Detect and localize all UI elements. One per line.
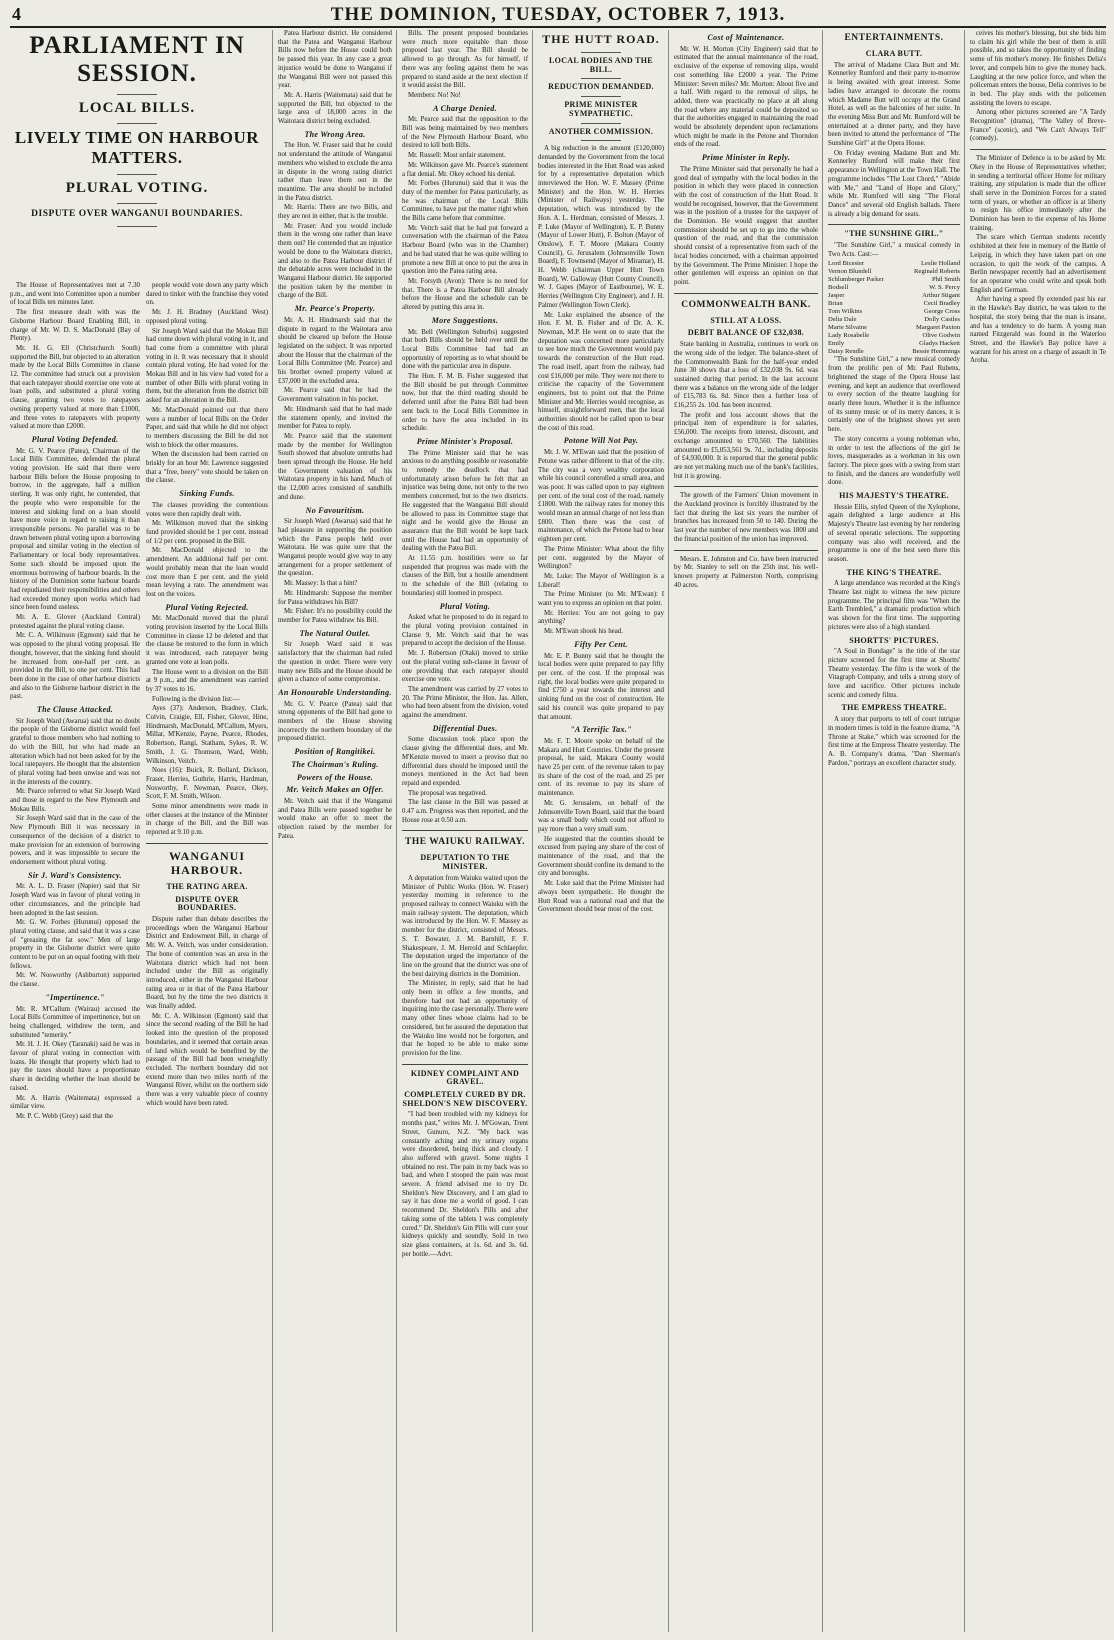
- paragraph: Mr. A. Harris (Waitemata) expressed a similar view.: [10, 1094, 140, 1111]
- waiuku-heading: THE WAIUKU RAILWAY.: [405, 837, 525, 848]
- paragraph: The arrival of Madame Clara Butt and Mr. Kennerley Rumford and their party to-morrow is being awaited with great interest. Some ladies have arranged to decorate the rooms which Madame Butt will occupy at the Grand Hotel, as well as the balconies of her suite. In the evening Miss Butt and Mr. Rumford will be entertained at a dinner party, and they have been invited to attend the performance of "The Sunshine Girl" at the Opera House.: [828, 61, 960, 148]
- divider: [117, 226, 157, 227]
- harbour-matters-heading: LIVELY TIME ON HARBOUR MATTERS.: [14, 128, 260, 167]
- cast-row: Daisy Rendle Bessie Hemmings: [828, 348, 960, 356]
- subheading: Prime Minister in Reply.: [701, 153, 791, 163]
- paragraph: Mr. Pearce said that the opposition to the Bill was being maintained by two members of the New Plymouth Harbour Board, who desired to kill both Bills.: [402, 116, 528, 150]
- paragraph: Mr. Hindmarsh said that he had made the statement openly, and invited the member for Patea to reply.: [278, 405, 392, 431]
- column-rule: [668, 30, 669, 1632]
- subheading: The Natural Outlet.: [299, 628, 371, 638]
- divider: [117, 123, 157, 124]
- commonwealth-bank-heading: COMMONWEALTH BANK.: [681, 299, 811, 310]
- column-1: [10, 282, 140, 1632]
- divider: [674, 550, 818, 551]
- divider: [581, 140, 621, 141]
- subheading: The Clause Attacked.: [36, 705, 114, 715]
- paragraph: At 11.55 p.m. hostilities were so far suspended that progress was made with the clauses of the Bill, but a hostile amendment to the schedule of the Bill (relating to boundaries) still loomed in prospect.: [402, 555, 528, 597]
- column-rule: [822, 30, 823, 1632]
- subheading: DEPUTATION TO THE MINISTER.: [420, 853, 510, 872]
- cast-row: Jasper Arthur Stigant: [828, 292, 960, 300]
- column-7: [828, 30, 960, 1632]
- paragraph: Mr. Forbes (Hurunui) said that it was the duty of the member for Patea particularly, as he was chairman of the Local Bills Committee, to have put the matter right when the Bills came before that committee.: [402, 180, 528, 223]
- subheading: The Wrong Area.: [304, 129, 366, 139]
- paragraph: Following is the division list:—: [152, 695, 240, 703]
- subheading: More Suggestions.: [431, 315, 499, 325]
- paragraph: Mr. MacDonald objected to the amendment. An additional half per cent. would probably mean that the loan would cost more than £ per cent. and the yield mean levying a rate. The amendment was lost on the voices.: [146, 547, 268, 598]
- divider: [581, 123, 621, 124]
- subheading: STILL AT A LOSS.: [710, 315, 782, 325]
- cast-list: [828, 260, 960, 356]
- paragraph: Mr. Russell: Most unfair statement.: [408, 152, 506, 160]
- paragraph: Mr. F. T. Moore spoke on behalf of the Makara and Hutt Counties. Under the present proposal, he said, Makara County would have 25 per cent. of the revenue taken to pay its share of the cost of the road, and 25 per cent. of its revenue to pay its share of maintenance.: [538, 737, 664, 798]
- subheading: Differential Dues.: [432, 723, 498, 733]
- paragraph: Mr. C. A. Wilkinson (Egmont) said that he was opposed to the plural voting proposal. He thought, however, that the sinking fund should be increased from one-half per cent. as provided in the Bill, to one per cent. This had been done in the case of other harbour districts and also to the Gisborne harbour district in the past.: [10, 632, 140, 701]
- column-3: [278, 30, 392, 1632]
- paragraph: Mr. Herries: You are not going to pay anything?: [538, 609, 664, 626]
- paragraph: Among other pictures screened are "A Tardy Recognition" (drama), "The Valley of Breve-France" (scenic), and "We Can't Always Tell" (comedy).: [970, 109, 1106, 143]
- paragraph: The clauses providing the contentious votes were then rapidly dealt with.: [146, 501, 268, 518]
- paragraph: Mr. Luke said that the Prime Minister had always been sympathetic. He thought the Hutt Road was a national road and that the Government should bear most of the cost.: [538, 880, 664, 914]
- paragraph: people would vote down any party which dared to tinker with the franchise they voted on.: [146, 282, 268, 307]
- paragraph: Mr. Wilkinson moved that the sinking fund provided should be 1 per cent. instead of 1/2 per cent. proposed in the Bill.: [146, 520, 268, 545]
- subheading: Plural Voting Defended.: [31, 434, 119, 444]
- subheading: THE EMPRESS THEATRE.: [841, 703, 947, 713]
- subheading: SHORTTS' PICTURES.: [849, 635, 939, 645]
- divider: [402, 1064, 528, 1065]
- paragraph: Mr. Pearce said that the statement made by the member for Wellington South showed that absolute untruths had been spread through the House. He held the Government valuation of his Waitotara property in his hand. Much of the 12,000 acres consisted of sandhills and dune.: [278, 432, 392, 501]
- paragraph: Mr. W. Nosworthy (Ashburton) supported the clause.: [10, 972, 140, 989]
- cast-row: Bodsell W. S. Percy: [828, 284, 960, 292]
- paragraph: The House of Representatives met at 7.30 p.m., and went into Committee upon a number of local Bills ten minutes later.: [10, 282, 140, 307]
- paragraph: Mr. Luke explained the absence of the Hon. F. M. B. Fisher and of Dr. A. K. Newman, M.P. He went on to state that the deputation was concerned more particularly to see how much the Government would pay towards the construction of the Hutt road. The road itself, apart from the railway, had cost £16,000 per mile. They were not there to criticise the capacity of the Government engineers, but to point out that the Prime Minister and Mr. Herries would recognise, as himself, straightforward men, that the local authorities should not be called upon to bear the cost of this road.: [538, 311, 664, 432]
- subheading: "A Terrific Tax.": [570, 725, 632, 735]
- paragraph: Messrs. E. Johnston and Co. have been instructed by Mr. Stanley to sell on the 25th inst. his well-known property at Palmerston North, comprising 40 acres.: [674, 555, 818, 589]
- paragraph: The Prime Minister said that he was anxious to do anything possible or reasonable to remedy the deadlock that had unfortunately arisen before he felt that an injustice was being done, not only to the two members concerned, but to the two districts. He suggested that the Wanganui Bill should be allowed to pass its Committee stage that night and he would give the House an assurance that the Bill would be kept back until the House had had an opportunity of dealing with the Patea Bill.: [402, 449, 528, 553]
- paragraph: Dispute rather than debate describes the proceedings when the Wanganui Harbour District and Endowment Bill, in charge of Mr. W. A. Veitch, was under consideration. The bone of contention was an area in the Waitotara district which had not been included under the Bill as originally introduced, either in the Wanganui Harbour rating area or in that of the Patea Harbour Board, but by the time the two districts it was finally added.: [146, 916, 268, 1011]
- paragraph: Ayes (37): Anderson, Bradney, Clark, Colvin, Craigie, Ell, Fisher, Glover, Hine, Hindmarsh, MacDonald, M'Callum, Myers, Millar, M'Kenzie, Payne, Pearce, Rhodes, Robertson, Rangi, Statham, Sykes, R. W. Smith, J. G. Thomson, Ward, Webb, Wilkinson, Veitch.: [146, 705, 268, 765]
- subheading: HIS MAJESTY'S THEATRE.: [839, 491, 949, 501]
- entertainments-heading: ENTERTAINMENTS.: [844, 33, 944, 43]
- paragraph: Mr. MacDonald moved that the plural voting provision inserted by the Local Bills Committee in clause 12 be deleted and that the clause be restored to the form in which it was introduced, each ratepayer being granted one vote at loan polls.: [146, 615, 268, 666]
- paragraph: State banking in Australia, continues to work on the wrong side of the ledger. The balance-sheet of the Commonwealth Bank for the half-year ended June 30 shows that a loss of £32,038 9s. 6d. was sustained during that period. In the last account there was a balance on the wrong side of the ledger of £15,783 6s. 8d. Since then a further loss of £16,255 2s. 10d. has been incurred.: [674, 341, 818, 410]
- subheading: Plural Voting Rejected.: [165, 602, 249, 612]
- paragraph: The Hon. W. Fraser said that he could not understand the attitude of Wanganui members who wished to exclude the area in dispute in the wrong rating district rather than leave them out in the meantime. The area should be included in the Patea district.: [278, 142, 392, 202]
- paragraph: Sir Joseph Ward said that in the case of the New Plymouth Bill it was necessary in consequence of the decision of a district to make provision for an extension of borrowing powers, and it was impossible to secure the endorsement without plural voting.: [10, 815, 140, 866]
- paragraph: Mr. G. Jerusalem, on behalf of the Johnsonville Town Board, said that the board was a small body which could not afford to pay more than a very small sum.: [538, 799, 664, 833]
- cast-row: Lady Rosabelle Olive Godwin: [828, 332, 960, 340]
- paragraph: Mr. Forsyth (Avon): There is no need for that. There is a Patea Harbour Bill already before the House and the schedule can be altered by putting this area in.: [402, 277, 528, 312]
- paragraph: Mr. Luke: The Mayor of Wellington is a Liberal!: [538, 572, 664, 589]
- paragraph: ceives his mother's blessing, but she bids him to claim his girl while the best of them is still possible, and so takes the opportunity of finding some of his mother's money. He finishes Delia's lover, and compels him to give the money back. Laughing at the new police force, and when the policeman enters the house, Delia contrives to be in bed. The play ends with the policemen assisting the lovers to escape.: [970, 30, 1106, 107]
- column-8: [970, 30, 1106, 1632]
- paragraph: The Prime Minister: What about the fifty per cent. suggested by the Mayor of Wellington?: [538, 545, 664, 571]
- paragraph: The Prime Minister said that personally he had a good deal of sympathy with the local bodies in the position in which they were placed in connection with the cost of construction of the Hutt Road. It would be recognised, however, that the Government was in the position of a trustee for the taxpayer of the Dominion. He would suggest that another commission should be set up to go into the whole question of the road, and that the commission should consist of a representative from each of the local bodies concerned, with a chairman appointed by the Government. The Prime Minister: I hope the other gentlemen will express an opinion on that point.: [674, 165, 818, 286]
- paragraph: Sir Joseph Ward said that the Mokau Bill had come down with plural voting in it, and had come from a committee with plural voting in it. It was necessary that it should contain plural voting. He had voted for the Mokau Bill and in his view had voted for a number of other Bills with plural voting in them, but the alteration from the district bill asked for an alteration in the Bill.: [146, 327, 268, 405]
- paragraph: Mr. P. C. Webb (Grey) said that the: [16, 1112, 113, 1120]
- cast-row: Vernon Blundell Reginald Roberts: [828, 268, 960, 276]
- page-number: 4: [12, 4, 21, 24]
- paragraph: Mr. J. Robertson (Otaki) moved to strike out the plural voting sub-clause in favour of one providing that each ratepayer should exercise one vote.: [402, 650, 528, 684]
- divider: [581, 96, 621, 97]
- paragraph: Mr. R. M'Callum (Wairau) accused the Local Bills Committee of impertinence, but on being challenged, withdrew the term, and substituted "temerity.": [10, 1005, 140, 1039]
- subheading: Mr. Veitch Makes an Offer.: [286, 785, 384, 795]
- subheading: ANOTHER COMMISSION.: [548, 126, 654, 136]
- paragraph: Sir Joseph Ward (Awarua) said that he had pleasure in supporting the position which the Patea people held over Waitotara. He was quite sure that the Wanganui people would give way to any arrangement for a proper settlement of the question.: [278, 518, 392, 578]
- column-4: [402, 30, 528, 1632]
- paragraph: Bills. The present proposed boundaries were much more equitable than those proposed last year. The Bill should be allowed to go through. As for himself, if there was any feeling against them he was prepared to stand aside at the next election if it would assist the Bill.: [402, 30, 528, 90]
- subheading: Plural Voting.: [439, 601, 491, 611]
- paragraph: Mr. H. G. Ell (Christchurch South) supported the Bill, but objected to an alteration made by the Local Bills Committee in clause 12. The committee had struck out a provision that each ratepayer should exercise one vote at loan polls, and substituted a plural voting clause, granting two votes to ratepayers owning property valued at more than £1000, and three votes to ratepayers with property valued at more than £2000.: [10, 344, 140, 431]
- paragraph: Members: No! No!: [408, 91, 461, 99]
- cast-row: Schlumberger Parker Phil Smith: [828, 276, 960, 284]
- paragraph: Mr. C. A. Wilkinson (Egmont) said that since the second reading of the Bill he had looked into the question of the proposed boundaries, and it seemed that certain areas of land which would be benefited by the passage of the Bill had been wrongfully excluded. The northern boundary did not extend more than two miles north of the Wanganui River, whilst on the northern side there was a very valuable piece of country which would have been rated.: [146, 1012, 268, 1107]
- divider: [581, 78, 621, 79]
- paragraph: The story concerns a young nobleman who, in order to test the affections of the girl he loves, masquerades as a workman in his own factory. The piece goes with a swing from start to finish, and the dances are wonderfully well done.: [828, 435, 960, 487]
- paragraph: Some discussion took place upon the clause giving the differential dues, and Mr. M'Kenzie moved to insert a proviso that no differential dues should be imposed until the moneys mentioned in the Act had been repaid and expended.: [402, 736, 528, 787]
- divider: [828, 224, 960, 225]
- divider: [674, 293, 818, 294]
- divider: [581, 52, 621, 53]
- paragraph: The Prime Minister (to Mr. M'Ewan): I want you to express an opinion on that point.: [538, 591, 664, 608]
- cast-row: Brian Cecil Bradley: [828, 300, 960, 308]
- paragraph: The first measure dealt with was the Gisborne Harbour Board Enabling Bill, in charge of Mr. W. D. S. MacDonald (Bay of Plenty).: [10, 309, 140, 343]
- paragraph: Mr. Fisher: It's no possibility could the member for Patea withdraw his Bill.: [278, 608, 392, 624]
- paragraph: Some minor amendments were made in other clauses at the instance of the Minister in charge of the Bill, and the Bill was reported at 9.10 p.m.: [146, 803, 268, 837]
- paragraph: The Minister of Defence is to be asked by Mr. Okey in the House of Representatives whether, in sending a territorial officer Home for military training, any stipulation is made that the officer shall serve in the Dominion Forces for a stated term of years, or whether an officer is at liberty to resign his office immediately after the Dominion has been to the expense of his Home training.: [970, 155, 1106, 232]
- paragraph: The growth of the Farmers' Union movement in the Auckland province is forcibly illustrated by the fact that during the last six years the number of branches has increased from 50 to 140. During the last year the number of new members was 1800 and the financial position of the union has improved.: [674, 492, 818, 543]
- subheading: Mr. Pearce's Property.: [294, 304, 376, 314]
- subheading: Potone Will Not Pay.: [563, 436, 639, 446]
- subheading: Fifty Per Cent.: [574, 639, 628, 649]
- subheading: "Impertinence.": [45, 992, 105, 1002]
- subheading: A Charge Denied.: [433, 103, 497, 113]
- paragraph: Sir Joseph Ward (Awarua) said that no doubt the people of the Gisborne district would feel grateful to those members who had nothing to do with the Bill, but who had made an alteration which had not been asked for by the local ratepayers. He thought that the abstention of plural voting had been unwise and was not in the interests of the country.: [10, 717, 140, 786]
- column-5: [538, 30, 664, 1632]
- wanganui-boundaries-heading: DISPUTE OVER WANGANUI BOUNDARIES.: [31, 209, 243, 219]
- column-rule: [964, 30, 965, 1632]
- paragraph: A large attendance was recorded at the King's Theatre last night to witness the new picture programme. The principal film was "When the Earth Trembled," a dramatic production which was shown for the first time. The supporting pictures were also of a high standard.: [828, 580, 960, 631]
- paragraph: Mr. A. L. D. Fraser (Napier) said that Sir Joseph Ward was in favour of plural voting in other circumstances, and the principle had been adopted in the last session.: [10, 883, 140, 917]
- paragraph: Asked what he proposed to do in regard to the plural voting provision contained in Clause 9, Mr. Veitch said that he was prepared to accept the decision of the House.: [402, 614, 528, 648]
- column-rule: [396, 30, 397, 1632]
- paragraph: "The Sunshine Girl," a new musical comedy from the prolific pen of Mr. Paul Rubens, brightened the stage of the Opera House last evening, and kept an audience that overflowed to every section of the theatre laughing for nearly three hours. Whether it is the influence of its sunny music or of its merry dances, it is certainly one of the brightest shows yet seen here.: [828, 356, 960, 434]
- plural-voting-heading: PLURAL VOTING.: [65, 180, 209, 196]
- subheading: Cost of Maintenance.: [707, 33, 785, 42]
- paragraph: Mr. M'Ewan shook his head.: [544, 628, 623, 636]
- paragraph: Mr. E. P. Bunny said that he thought the local bodies were quite prepared to pay fifty per cent. of the cost. If the proposal was right, the local bodies were quite prepared to find £750 a year towards the interest and sinking fund on the cost of construction. He said his council was quite prepared to pay that amount.: [538, 652, 664, 721]
- subheading: Sir J. Ward's Consistency.: [28, 870, 122, 880]
- subheading: DISPUTE OVER BOUNDARIES.: [175, 894, 239, 913]
- paragraph: Mr. G. V. Pearce (Patea), Chairman of the Local Bills Committee, defended the plural voting provision. He said that there were harbour Bills before the House proposing to borrow, in the aggregate, half a million sterling. It was only right, he contended, that the people who were responsible for the interest and sinking fund on a loan should have more voice in regard to raising it than irresponsible persons. No parallel was to be drawn between plural voting upon a borrowing proposal and similar voting in the election of Parliamentary or local body representatives. Some such should be imposed upon the enormous borrowing of harbour boards. In the history of the Dominion some harbour boards had repudiated their responsibilities and others had exceeded money upon works which had since been found useless.: [10, 447, 140, 612]
- paragraph: Mr. Pearce said that he had the Government valuation in his pocket.: [278, 387, 392, 404]
- paragraph: "The Sunshine Girl," a musical comedy in Two Acts. Cast:—: [828, 242, 960, 258]
- subheading: An Honourable Understanding.: [278, 687, 392, 697]
- paragraph: The Minister, in reply, said that he had only been in office a few months, and therefore had not had an opportunity of inquiring into the case personally. There were many other lines whose claims had to be considered, but he assured the deputation that the Waiuku line would not be forgotten, and that he hoped to be able to make some provision for the line.: [402, 980, 528, 1057]
- divider: [117, 94, 157, 95]
- hutt-road-headline: THE HUTT ROAD.: [542, 32, 660, 46]
- subheading: REDUCTION DEMANDED.: [548, 82, 654, 92]
- paragraph: The profit and loss account shows that the principal item of expenditure is for salaries, £56,000. The receipts from interest, discount, and exchange amounted to £70,560. The liabilities amounted to £5,053,561 9s. 7d., including deposits of £4,930,000. It is reported that the general public are not yet making much use of the bank's facilities, but it is growing.: [674, 411, 818, 480]
- cast-row: Emily Gladys Hackett: [828, 340, 960, 348]
- paragraph: When the discussion had been carried on briskly for an hour Mr. Lawrence suggested that a "free, beery" vote should be taken on the clause.: [146, 451, 268, 485]
- column-6: [674, 30, 818, 1632]
- subheading: No Favouritism.: [305, 505, 365, 515]
- paragraph: Mr. A. Harris (Waitemata) said that he supported the Bill, but objected to the large area of 18,000 acres in the Waitotara district being excluded.: [278, 91, 392, 126]
- paragraph: The Hon. F. M. B. Fisher suggested that the Bill should be put through Committee now, but that the third reading should be deferred until after the Patea Bill had been sent back to the Local Bills Committee in order to have the area included in its schedule.: [402, 373, 528, 433]
- paragraph: Mr. J. H. Bradney (Auckland West) opposed plural voting.: [146, 309, 268, 325]
- subheading: Powers of the House.: [296, 772, 374, 782]
- column-rule: [532, 30, 533, 1632]
- paragraph: Mr. G. W. Forbes (Hurunui) opposed the plural voting clause, and said that it was a case of "greasing the fat sow." Men of large property in the Gisborne district were quite content to be put on an equal footing with their fellows.: [10, 919, 140, 970]
- paragraph: The House went to a division on the Bill at 9 p.m., and the amendment was carried by 37 votes to 16.: [146, 668, 268, 693]
- subheading: Position of Rangitikei.: [294, 747, 376, 757]
- paragraph: Mr. Bell (Wellington Suburbs) suggested that both Bills should be held over until the Local Bills Committee had had an opportunity of reporting as to what should be done with the particular area in dispute.: [402, 328, 528, 371]
- paragraph: Mr. Hindmarsh: Suppose the member for Patea withdraws his Bill?: [278, 589, 392, 606]
- divider: [674, 486, 818, 487]
- cast-row: Marie Silvaine Margaret Paxton: [828, 324, 960, 332]
- cast-row: Tom Wilkins George Cross: [828, 308, 960, 316]
- paragraph: The scare which German students recently exhibited at their fete in memory of the Battle of Leipzig, in which they have taken part on one occasion, to quit the work of the campus. A Berlin newspaper recently had an advertisement for an operator who could write and speak both English and German.: [970, 234, 1106, 294]
- advert-text: "I had been troubled with my kidneys for months past," writes Mr. J. M'Gowan, Trent Street, Gunuro, N.Z. "My back was constantly aching and my urinary organs were disordered, being thick and cloudy. I also suffered with gravel. Some nights I obtained no rest. The pain in my back was so bad, and when I stooped the pain was most severe. A friend advised me to try Dr. Sheldon's New Discovery, and I am glad to say it has done me a world of good. I can recommend Dr. Sheldon's Pills and after taking some of the tablets I was completely cured." Dr. Sheldon's Gin Pills will cure your kidneys quickly and soundly. Sold in two size glass containers, at 1s. 6d. and 3s. 6d. per bottle.—Advt.: [402, 1111, 528, 1258]
- subheading: LOCAL BODIES AND THE BILL.: [549, 56, 653, 74]
- subheading: "THE SUNSHINE GIRL.": [844, 229, 944, 239]
- paragraph: Mr. Fraser: And you would include them in the wrong one rather than leave them out? He contended that an injustice would be done to the Waitotara district, and also to the Patea Harbour district if the debatable acres were included in the Wanganui Harbour district. He supported the position taken by the member in charge of the Bill.: [278, 222, 392, 300]
- subheading: THE RATING AREA.: [166, 881, 248, 891]
- cast-row: Delia Dale Dolly Castles: [828, 316, 960, 324]
- wanganui-harbour-heading: WANGANUI HARBOUR.: [168, 848, 245, 877]
- paragraph: Hessie Ellis, styled Queen of the Xylophone, again delighted a large audience at His Majesty's Theatre last evening by her rendering of several operatic selections. The supporting company was also well received, and the programme is one of the best seen there this season.: [828, 503, 960, 563]
- paragraph: Mr. G. V. Pearce (Patea) said that strong opponents of the Bill had gone to members of the House showing incorrectly the northern boundary of the proposed district.: [278, 700, 392, 743]
- paragraph: A big reduction in the amount (£120,000) demanded by the Government from the local bodies interested in the Hutt Road was asked for by a representative deputation which interviewed the Hon. W. F. Massey (Prime Minister) and the Hon. W. H. Herries (Minister of Railways) yesterday. The deputation, which was introduced by the Hon. A. L. Herdman, consisted of Messrs. J. P. Luke (Mayor of Wellington), E. P. Bunny (Mayor of Lower Hutt), F. Bolton (Mayor of Onslow), F. T. Moore (Makara County Council), G. Jerusalem (Johnsonville Town Board), F. Townsend (Mayor of Miramar), H. H. Webb (chairman Upper Hutt Town Board), W. Galloway (Hutt County Council), W. J. Gapes (Mayor of Eastbourne), W. E. Herries (Wellington City Engineer), and J. H. Palmer (Wellington Town Clerk).: [538, 145, 664, 309]
- subheading: The Chairman's Ruling.: [291, 759, 379, 769]
- column-rule: [272, 30, 273, 1632]
- cast-row: Lord Bicester Leslie Holland: [828, 260, 960, 268]
- paragraph: Mr. A. H. Hindmarsh said that the dispute in regard to the Waitotara area should be cleared up before the House legislated on the subject. It was reported about the House that the chairman of the Local Bills Committee (Mr. Pearce) and his brother owned property valued at £37,000 in the excluded area.: [278, 316, 392, 385]
- paragraph: Noes (16): Buick, R. Bollard, Dickson, Fraser, Herries, Guthrie, Harris, Hardman, Nosworthy, F. Newman, Pearce, Okey, Scott, F. M. Smith, Wilson.: [146, 767, 268, 801]
- subheading: CLARA BUTT.: [865, 49, 923, 58]
- advert-heading: KIDNEY COMPLAINT AND GRAVEL.: [410, 1068, 520, 1087]
- paragraph: Mr. Wilkinson gave Mr. Pearce's statement a flat denial. Mr. Okey echoed his denial.: [402, 161, 528, 178]
- paragraph: On Friday evening Madame Butt and Mr. Kennerley Rumford will make their first appearance in Wellington at the Town Hall. The programme includes "The Lost Chord," "Abide with Me," and "Land of Hope and Glory," while Mr. Rumford will sing "The Floral Dance" and several old English ballads. There is already a big demand for seats.: [828, 149, 960, 218]
- paragraph: "A Soul in Bondage" is the title of the star picture screened for the first time at Shortts' Theatre yesterday. The film is the work of the Vitagraph Company, and tells a strong story of love and sacrifice. Other pictures include scenic and comedy films.: [828, 648, 960, 699]
- divider: [117, 203, 157, 204]
- newspaper-title: THE DOMINION, TUESDAY, OCTOBER 7, 1913.: [330, 4, 786, 25]
- paragraph: Mr. A. E. Glover (Auckland Central) protested against the plural voting clause.: [10, 614, 140, 630]
- paragraph: Mr. J. W. M'Ewan said that the position of Petone was rather different to that of the city. The city was a very wealthy corporation while his council controlled a small area, and was poor. It was called upon to pay eighteen per cent. of the total cost of the road, namely £1800. With the railway rates for money this would mean an annual charge of not less than £800. Then there was the cost of maintenance, of which the Petone had to bear eighteen per cent.: [538, 449, 664, 544]
- column-2: [146, 282, 268, 1632]
- subheading: DEBIT BALANCE OF £32,038.: [687, 328, 805, 338]
- paragraph: Mr. Pearce referred to what Sir Joseph Ward and those in regard to the New Plymouth and Mokau Bills.: [10, 788, 140, 813]
- masthead: [10, 4, 1106, 28]
- local-bills-heading: LOCAL BILLS.: [78, 100, 196, 116]
- paragraph: Patea Harbour district. He considered that the Patea and Wanganui Harbour Bills now before the House could both be passed this year. In any case a great injustice would be done to Wanganui if the Wanganui Bill were not passed this year.: [278, 30, 392, 90]
- paragraph: Mr. Veitch said that he had put forward a conversation with the chairman of the Patea Harbour Board (who was in the Chamber) and he had stated that he was quite willing to promote a new Bill at once to put the area in question into the Patea rating area.: [402, 224, 528, 276]
- paragraph: He suggested that the counties should be excused from paying any share of the cost of maintenance of the road, and that the Government should confine its demand to the city and boroughs.: [538, 835, 664, 878]
- advert-subheading: COMPLETELY CURED BY DR. SHELDON'S NEW DISCOVERY.: [402, 1090, 528, 1108]
- paragraph: Mr. H. J. H. Okey (Taranaki) said he was in favour of plural voting in connection with loans. He thought that property which had to pay the taxes should have a proportionate share in deciding whether the loan should be raised.: [10, 1041, 140, 1092]
- paragraph: Mr. Harris: There are two Bills, and they are not in either, that is the trouble.: [278, 204, 392, 221]
- paragraph: Sir Joseph Ward said it was satisfactory that the chairman had ruled the question in order. There were very many new Bills and the House should be given a chance of some compromise.: [278, 641, 392, 684]
- paragraph: After having a speed fly extended past his ear in the Hawke's Bay district, he was taken to the hospital, the story being that the man is insane, and has a tendency to do harm. A young man named Fitzgerald was found in the Waterloo Street, and the Hawke's Bay police have a warrant for his arrest on a charge of assault in Te Aroha.: [970, 296, 1106, 365]
- divider: [970, 149, 1106, 150]
- paragraph: Mr. MacDonald pointed out that there were a number of local Bills on the Order Paper, and said that while he did not object to members discussing the Bill he did not wish to block the other measures.: [146, 406, 268, 449]
- divider: [117, 174, 157, 175]
- subheading: THE KING'S THEATRE.: [846, 567, 942, 577]
- parliament-headline: PARLIAMENT IN SESSION.: [29, 32, 245, 87]
- paragraph: The proposal was negatived.: [408, 789, 487, 797]
- paragraph: Mr. Veitch said that if the Wanganui and Patea Bills were passed together he would make an offer to meet the objection raised by the member for Patea.: [278, 797, 392, 840]
- divider: [402, 830, 528, 831]
- paragraph: The last clause in the Bill was passed at 0.47 a.m. Progress was then reported, and the House rose at 0.50 a.m.: [402, 799, 528, 824]
- paragraph: A deputation from Waiuku waited upon the Minister of Public Works (Hon. W. Fraser) yesterday morning in reference to the proposed railway to connect Waiuku with the main railway system. The deputation, which was introduced by the Hon. W. F. Massey as member for the district, consisted of Messrs. S. T. Bowater, J. M. Barnhill, F. F. Shakespeare, J. M. Herrold and Schlaepfer. The deputation urged the importance of the line on the ground that the district was one of the best dairying districts in the Dominion.: [402, 874, 528, 978]
- paragraph: Mr. Massey: Is that a hint?: [284, 580, 358, 588]
- subheading: Sinking Funds.: [179, 489, 235, 499]
- paragraph: Mr. W. H. Morton (City Engineer) said that he estimated that the annual maintenance of the road, exclusive of the expense of removing slips, would cost something like £2000 a year. The Prime Minister: Seven miles? Mr. Morton: About five and a half. With regard to the removal of slips, he added, there was practically no place at all along the road where any material could be deposited so that the authorities engaged in maintaining the road would be absolutely dependent upon reclamations which might be made in the Petone and Thorndon ends of the road.: [674, 45, 818, 149]
- subheading: PRIME MINISTER SYMPATHETIC.: [564, 100, 638, 118]
- subheading: Prime Minister's Proposal.: [416, 436, 514, 446]
- parliament-headline-block: [10, 30, 264, 280]
- divider: [146, 843, 268, 844]
- paragraph: A story that purports to tell of court intrigue in modern times is told in the feature drama, "A Throne at Stake," which was screened for the first time at the Empress Theatre yesterday. The A. B. Company's drama, "Dan Sherman's Pardon," portrays an excellent character study.: [828, 716, 960, 767]
- paragraph: The amendment was carried by 27 votes to 20. The Prime Minister, the Hon. Jas. Allen, who had been absent from the division, voted against the amendment.: [402, 685, 528, 720]
